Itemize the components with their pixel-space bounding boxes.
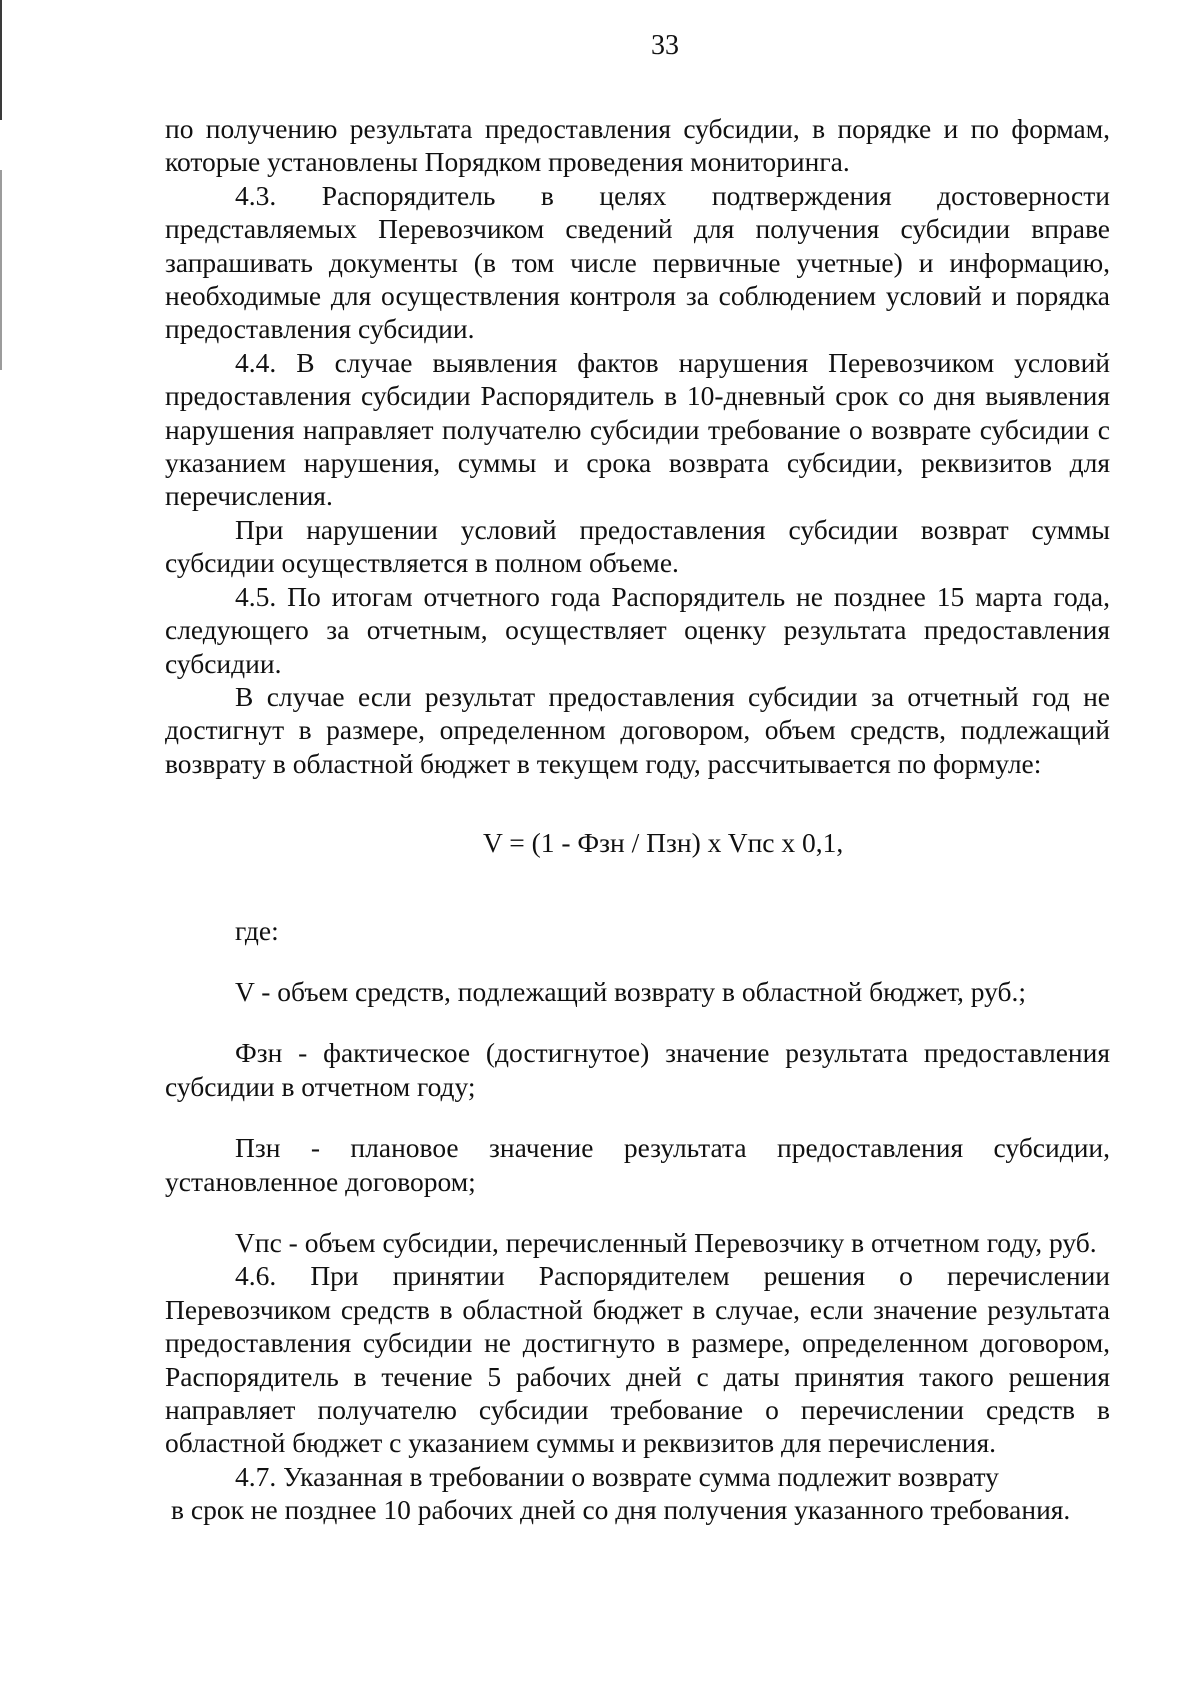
formula: V = (1 - Фзн / Пзн) x Vпс x 0,1, — [483, 827, 844, 859]
paragraph: по получению результата предоставления субсидии, в порядке и по формам, которые установлены Порядком проведения мониторинга. — [165, 113, 1110, 178]
paragraph: В случае если результат предоставления субсидии за отчетный год не достигнут в размере, определенном договором, объем средств, подлежащий возврату в областной бюджет в текущем году, рассчитывается по формуле: — [165, 680, 1110, 779]
paragraph-4-7: 4.7. Указанная в требовании о возврате сумма подлежит возврату — [235, 1460, 999, 1492]
paragraph-4-6: 4.6. При принятии Распорядителем решения о перечислении Перевозчиком средств в областной бюджет в случае, если значение результата предоставления субсидии не достигнуто в размере, определенном договором, Распорядитель в течение 5 рабочих дней с даты принятия такого решения направляет получателю субсидии требование о перечислении средств в областной бюджет с указанием суммы и реквизитов для перечисления. — [165, 1260, 1110, 1459]
where-label: где: — [235, 914, 279, 946]
definition-fzn: Фзн - фактическое (достигнутое) значение результата предоставления субсидии в отчетном году; — [165, 1037, 1110, 1102]
paragraph-4-3: 4.3. Распорядитель в целях подтверждения достоверности представляемых Перевозчиком сведений для получения субсидии вправе запрашивать документы (в том числе первичные учетные) и информацию, необходимые для осуществления контроля за соблюдением условий и порядка предоставления субсидии. — [165, 179, 1110, 345]
page-number: 33 — [651, 30, 679, 61]
definition-pzn: Пзн - плановое значение результата предоставления субсидии, установленное договором; — [165, 1132, 1110, 1197]
paragraph-4-7-continuation: в срок не позднее 10 рабочих дней со дня получения указанного требования. — [171, 1494, 1071, 1526]
paragraph-4-5: 4.5. По итогам отчетного года Распорядитель не позднее 15 марта года, следующего за отчетным, осуществляет оценку результата предоставления субсидии. — [165, 580, 1110, 679]
document-body — [165, 112, 1110, 1527]
definition-v: V - объем средств, подлежащий возврату в областной бюджет, руб.; — [235, 975, 1027, 1007]
definition-vps: Vпс - объем субсидии, перечисленный Перевозчику в отчетном году, руб. — [235, 1226, 1097, 1258]
paragraph-4-4: 4.4. В случае выявления фактов нарушения Перевозчиком условий предоставления субсидии Распорядитель в 10-дневный срок со дня выявления нарушения направляет получателю субсидии требование о возврате субсидии с указанием нарушения, суммы и срока возврата субсидии, реквизитов для перечисления. — [165, 346, 1110, 512]
paragraph: При нарушении условий предоставления субсидии возврат суммы субсидии осуществляется в полном объеме. — [165, 513, 1110, 579]
scan-edge-mark — [0, 170, 2, 370]
